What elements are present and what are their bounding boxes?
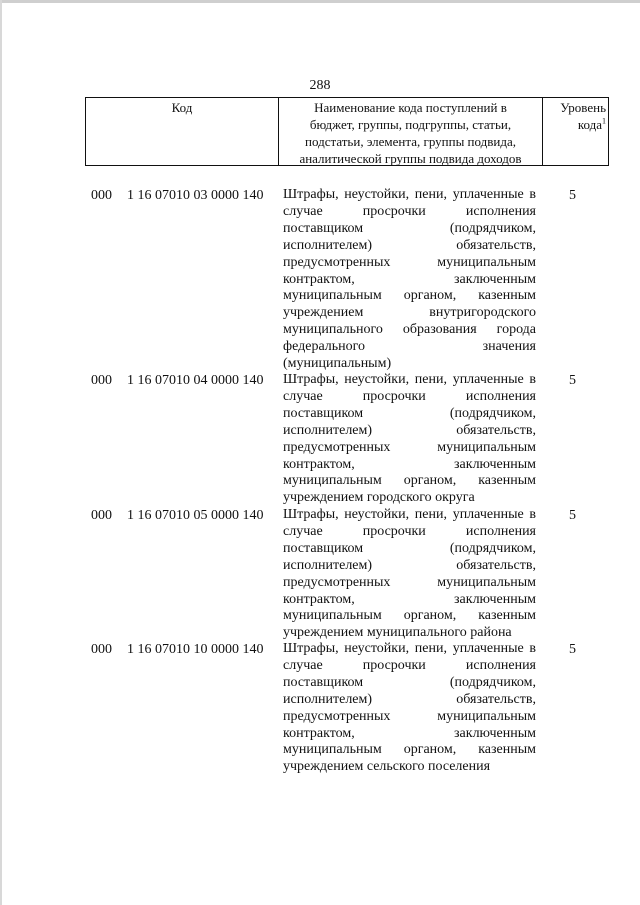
description-line: исполнителем) обязательств, bbox=[283, 691, 536, 707]
admin-code: 000 bbox=[91, 508, 112, 523]
description-line: случае просрочки исполнения bbox=[283, 388, 536, 404]
budget-classification-code: 1 16 07010 03 0000 140 bbox=[127, 188, 264, 203]
table-header bbox=[85, 97, 609, 166]
admin-code: 000 bbox=[91, 642, 112, 657]
description-line: муниципальным органом, казенным bbox=[283, 608, 536, 624]
description-line: Штрафы, неустойки, пени, уплаченные в bbox=[283, 187, 536, 202]
budget-classification-code: 1 16 07010 04 0000 140 bbox=[127, 373, 264, 388]
header-name-line: подстатьи, элемента, группы подвида, bbox=[305, 134, 516, 149]
description-line: федерального значения bbox=[283, 339, 536, 355]
description-line: исполнителем) обязательств, bbox=[283, 557, 536, 573]
description-line: учреждением городского округа bbox=[283, 490, 475, 506]
header-level-line: Уровень bbox=[560, 100, 606, 115]
description-line: исполнителем) обязательств, bbox=[283, 422, 536, 438]
description-line: случае просрочки исполнения bbox=[283, 523, 536, 539]
description-line: Штрафы, неустойки, пени, уплаченные в bbox=[283, 507, 536, 522]
description-line: контрактом, заключенным bbox=[283, 456, 536, 472]
header-name-line: Наименование кода поступлений в bbox=[314, 100, 507, 115]
description-line: поставщиком (подрядчиком, bbox=[283, 674, 536, 690]
description-line: предусмотренных муниципальным bbox=[283, 708, 536, 724]
header-level-word: кода bbox=[577, 117, 602, 132]
description-line: случае просрочки исполнения bbox=[283, 657, 536, 673]
admin-code: 000 bbox=[91, 373, 112, 388]
description-line: муниципальным органом, казенным bbox=[283, 742, 536, 758]
code-level: 5 bbox=[569, 188, 576, 203]
description-line: Штрафы, неустойки, пени, уплаченные в bbox=[283, 641, 536, 656]
scan-edge-left bbox=[0, 0, 2, 905]
budget-classification-code: 1 16 07010 10 0000 140 bbox=[127, 642, 264, 657]
income-code-description bbox=[283, 507, 536, 642]
header-level-footnote: 1 bbox=[602, 116, 606, 126]
description-line: поставщиком (подрядчиком, bbox=[283, 220, 536, 236]
budget-classification-code: 1 16 07010 05 0000 140 bbox=[127, 508, 264, 523]
header-code-label: Код bbox=[171, 100, 193, 115]
description-line: муниципального образования города bbox=[283, 322, 536, 338]
code-level: 5 bbox=[569, 373, 576, 388]
code-level: 5 bbox=[569, 508, 576, 523]
description-line: предусмотренных муниципальным bbox=[283, 439, 536, 455]
description-line: муниципальным органом, казенным bbox=[283, 288, 536, 304]
scan-edge-top bbox=[0, 0, 640, 3]
description-line: контрактом, заключенным bbox=[283, 591, 536, 607]
description-line: (муниципальным) bbox=[283, 356, 392, 372]
description-line: поставщиком (подрядчиком, bbox=[283, 405, 536, 421]
description-line: Штрафы, неустойки, пени, уплаченные в bbox=[283, 372, 536, 387]
header-code-cell bbox=[86, 98, 279, 165]
income-code-description bbox=[283, 187, 536, 373]
header-level-line bbox=[543, 116, 606, 133]
description-line: предусмотренных муниципальным bbox=[283, 574, 536, 590]
description-line: поставщиком (подрядчиком, bbox=[283, 540, 536, 556]
income-code-description bbox=[283, 372, 536, 507]
description-line: исполнителем) обязательств, bbox=[283, 237, 536, 253]
header-name-line: аналитической группы подвида доходов bbox=[299, 151, 522, 166]
description-line: учреждением муниципального района bbox=[283, 625, 512, 641]
code-level: 5 bbox=[569, 642, 576, 657]
income-code-description bbox=[283, 641, 536, 776]
description-line: муниципальным органом, казенным bbox=[283, 473, 536, 489]
description-line: случае просрочки исполнения bbox=[283, 203, 536, 219]
description-line: учреждением сельского поселения bbox=[283, 759, 491, 775]
header-name-line: бюджет, группы, подгруппы, статьи, bbox=[309, 117, 512, 132]
admin-code: 000 bbox=[91, 188, 112, 203]
description-line: контрактом, заключенным bbox=[283, 271, 536, 287]
description-line: учреждением внутригородского bbox=[283, 305, 536, 321]
header-level-cell bbox=[543, 98, 610, 165]
page-number: 288 bbox=[309, 78, 331, 93]
description-line: предусмотренных муниципальным bbox=[283, 254, 536, 270]
header-name-cell bbox=[279, 98, 543, 165]
description-line: контрактом, заключенным bbox=[283, 725, 536, 741]
